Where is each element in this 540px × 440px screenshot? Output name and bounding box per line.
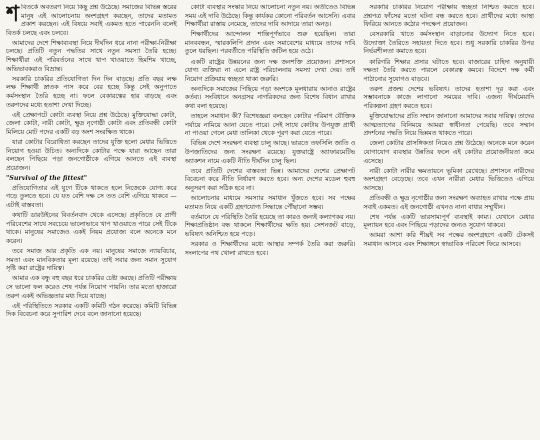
article-paragraph: তরুণ প্রজন্ম দেশের ভবিষ্যৎ। তাদের হতাশা দূর করা এবং সম্ভাবনাকে কাজে লাগানো সময়ের দাবি। এজন্য দীর্ঘমেয়াদি পরিকল্পনা গ্রহণ করতে হবে।: [363, 85, 535, 111]
article-paragraph: সরকার ও শিক্ষার্থীদের মধ্যে আস্থার সম্পর্ক তৈরি করা জরুরি। সংলাপের পথ খোলা রাখতে হবে।: [184, 240, 356, 257]
article-paragraph: এই পরিস্থিতিতে সরকার একটি কমিটি গঠন করেছে। কমিটি বিভিন্ন দিক বিবেচনা করে সুপারিশ দেবে বলে জানানো হয়েছে।: [6, 302, 177, 319]
article-paragraph: প্রতিবন্ধী ও ক্ষুদ্র নৃগোষ্ঠীর জন্য সংরক্ষণ অব্যাহত রাখার পক্ষে প্রায় সবাই একমত। এই জনগোষ্ঠী এখনও নানা বাধার সম্মুখীন।: [363, 194, 535, 211]
article-paragraph: একটি রাষ্ট্রের উন্নয়নের জন্য দক্ষ জনশক্তি প্রয়োজন। প্রশাসনে যোগ্য ব্যক্তিরা না এলে রাষ্ট্র পরিচালনায় সমস্যা দেখা দেয়। তাই নিয়োগ প্রক্রিয়ায় স্বচ্ছতা থাকা জরুরি।: [184, 58, 356, 83]
article-paragraph: আমাদের দেশে শিক্ষাব্যবস্থা নিয়ে দীর্ঘদিন ধরে নানা পরীক্ষা-নিরীক্ষা চলছে। প্রতিটি নতুন পদ্ধতির সাথে নতুন সমস্যা তৈরি হচ্ছে। শিক্ষার্থীরা এই পরিবর্তনের সাথে খাপ খাওয়াতে হিমশিম খাচ্ছে, অভিভাবকরাও বিভ্রান্ত।: [6, 39, 177, 73]
article-paragraph: জেলা কোটার প্রাসঙ্গিকতা নিয়েও প্রশ্ন উঠেছে। অনেকে মনে করেন যোগাযোগ ব্যবস্থার উন্নতির ফলে এই কোটার প্রয়োজনীয়তা কমে এসেছে।: [363, 140, 535, 165]
article-paragraph: নারী কোটা নারীর ক্ষমতায়নে ভূমিকা রেখেছে। প্রশাসনে নারীদের অংশগ্রহণ বেড়েছে। তবে এখন নারীরা মেধার ভিত্তিতেও এগিয়ে আসছে।: [363, 167, 535, 192]
article-paragraph: আমার এক বন্ধু বহু বছর ধরে চাকরির চেষ্টা করছে। প্রতিটি পরীক্ষায় সে ভালো ফল করেও শেষ পর্যন্ত নিয়োগ পায়নি। তার মতো হাজারো তরুণ একই অভিজ্ঞতার মধ্য দিয়ে যাচ্ছে।: [6, 275, 177, 300]
article-paragraph: তাহলে সমাধান কী? বিশেষজ্ঞরা বলছেন কোটার পরিমাণ যৌক্তিক পর্যায়ে নামিয়ে আনা যেতে পারে। সেই সাথে কোটায় উপযুক্ত প্রার্থী না পাওয়া গেলে মেধা তালিকা থেকে পূরণ করা যেতে পারে।: [184, 113, 356, 138]
article-paragraph: প্রতিযোগিতার এই যুগে টিকে থাকতে হলে নিজেকে যোগ্য করে গড়ে তুলতে হবে। যে যত বেশি দক্ষ সে তত বেশি এগিয়ে থাকবে — এটাই বাস্তবতা।: [6, 184, 177, 210]
article-paragraph: কারিগরি শিক্ষার প্রসার ঘটাতে হবে। বাজারের চাহিদা অনুযায়ী দক্ষতা তৈরি করতে পারলে বেকারত্ব কমবে। বিদেশে দক্ষ কর্মী পাঠানোর সুযোগও বাড়বে।: [363, 58, 535, 83]
article-paragraph: বর্তমানে যে পরিস্থিতি তৈরি হয়েছে তা কারও জন্যই কল্যাণকর নয়। শিক্ষাপ্রতিষ্ঠান বন্ধ থাকলে শিক্ষার্থীদের ক্ষতি হয়। সেশনজট বাড়ে, ভবিষ্যৎ অনিশ্চিত হয়ে পড়ে।: [184, 213, 356, 238]
article-paragraph: শেষ পর্যন্ত একটি ভারসাম্যপূর্ণ ব্যবস্থাই কাম্য। যেখানে মেধার মূল্যায়ন হবে এবং পিছিয়ে পড়াদের জন্যও সুযোগ থাকবে।: [363, 213, 535, 230]
article-paragraph: অন্যদিকে সমাজের পিছিয়ে পড়া অংশকে মূলধারায় আনাও রাষ্ট্রের কর্তব্য। সংবিধানে অনগ্রসর নাগরিকদের জন্য বিশেষ বিধান রাখার কথা বলা হয়েছে।: [184, 85, 356, 111]
article-paragraph: বিতর্কে অবতরণ নিয়ে কিছু প্রশ্ন উঠেছে। সমাজের বিভিন্ন স্তরের মানুষ এই আলোচনায় অংশগ্রহণ করছেন, তাদের মতামত প্রকাশ করছেন। এই বিষয়ে সবাই একমত হতে পারেননি বলেই বিতর্ক চলছে এবং চলবে।: [6, 4, 177, 37]
article-paragraph: তবে সমাজ আর প্রকৃতি এক নয়। মানুষের সমাজে ন্যায়বিচার, সমতা এবং মানবিকতার মূল্য রয়েছে। তাই সবার জন্য সমান সুযোগ সৃষ্টি করা রাষ্ট্রের দায়িত্ব।: [6, 248, 177, 273]
drop-cap: শ: [6, 4, 20, 27]
article-paragraph: এই প্রেক্ষাপটে কোটা ব্যবস্থা নিয়ে প্রশ্ন উঠেছে। মুক্তিযোদ্ধা কোটা, জেলা কোটা, নারী কোটা, ক্ষুদ্র নৃগোষ্ঠী কোটা এবং প্রতিবন্ধী কোটা মিলিয়ে মোট পদের একটি বড় অংশ সংরক্ষিত থাকে।: [6, 111, 177, 136]
article-column-1: [6, 4, 177, 440]
article-column-2: [185, 4, 356, 440]
article-paragraph: শিক্ষার্থীদের আন্দোলন শান্তিপূর্ণভাবে শুরু হয়েছিল। তারা মানববন্ধন, স্মারকলিপি প্রদান এবং সমাবেশের মাধ্যমে তাদের দাবি তুলে ধরছিল। পরবর্তীতে পরিস্থিতি জটিল হয়ে ওঠে।: [184, 31, 356, 56]
article-paragraph: মুক্তিযোদ্ধাদের প্রতি সম্মান জানানো আমাদের সবার দায়িত্ব। তাদের আত্মত্যাগের বিনিময়ে আমরা স্বাধীনতা পেয়েছি। তবে সম্মান প্রদর্শনের পদ্ধতি নিয়ে ভিন্নমত থাকতে পারে।: [363, 113, 535, 138]
article-paragraph: সরকারি চাকরির প্রতিযোগিতা দিন দিন বাড়ছে। প্রতি বছর লক্ষ লক্ষ শিক্ষার্থী স্নাতক পাস করে বের হচ্ছে কিন্তু সেই অনুপাতে কর্মসংস্থান তৈরি হচ্ছে না। ফলে বেকারত্বের হার বাড়ছে এবং তরুণদের মধ্যে হতাশা দেখা দিচ্ছে।: [6, 75, 177, 109]
article-paragraph: আলোচনার মাধ্যমে সমস্যার সমাধান খুঁজতে হবে। সব পক্ষের মতামত নিয়ে একটি গ্রহণযোগ্য সিদ্ধান্তে পৌঁছানো সম্ভব।: [184, 194, 356, 211]
article-paragraph: বিভিন্ন দেশে সংরক্ষণ ব্যবস্থা চালু আছে। ভারতে তফসিলি জাতি ও উপজাতিদের জন্য সংরক্ষণ রয়েছে। যুক্তরাষ্ট্রে অ্যাফারমেটিভ অ্যাকশন নামে একটি নীতি দীর্ঘদিন চালু ছিল।: [184, 140, 356, 165]
article-paragraph: কোটা ব্যবস্থার সংস্কার নিয়ে আলোচনা নতুন নয়। অতীতেও বিভিন্ন সময় এই দাবি উঠেছে। কিন্তু কার্যকর কোনো পরিবর্তন আসেনি। এবার শিক্ষার্থীরা রাস্তায় নেমেছে, তাদের দাবি আদায়ে তারা অনড়।: [184, 4, 356, 29]
article-paragraph: কথাটি ডারউইনের বিবর্তনবাদ থেকে এসেছে। প্রকৃতিতে যে প্রাণী পরিবেশের সাথে সবচেয়ে ভালোভাবে খাপ খাওয়াতে পারে সেই টিকে থাকে। মানুষের সমাজেও একই নিয়ম প্রযোজ্য বলে অনেকে মনে করেন।: [6, 212, 177, 245]
article-column-3: [363, 4, 534, 440]
article-paragraph: আমরা আশা করি শীঘ্রই সব পক্ষের অংশগ্রহণে একটি টেকসই সমাধান আসবে এবং শিক্ষাঙ্গনে স্বাভাবিক পরিবেশ ফিরে আসবে।: [363, 232, 535, 248]
article-paragraph: বেসরকারি খাতে কর্মসংস্থান বাড়ানোর উদ্যোগ নিতে হবে। উদ্যোক্তা তৈরিতে সহায়তা দিতে হবে। শুধু সরকারি চাকরির উপর নির্ভরশীলতা কমাতে হবে।: [363, 31, 535, 56]
article-subhead: "Survival of the fittest": [6, 174, 88, 182]
article-paragraph: যারা কোটার বিরোধিতা করছেন তাদের যুক্তি হলো মেধার ভিত্তিতে নিয়োগ হওয়া উচিত। অন্যদিকে কোটার পক্ষে যারা আছেন তারা বলছেন পিছিয়ে পড়া জনগোষ্ঠীকে এগিয়ে আনতে এই ব্যবস্থা প্রয়োজন।: [6, 138, 177, 172]
article-paragraph: সরকারি চাকরির নিয়োগ পরীক্ষায় স্বচ্ছতা নিশ্চিত করতে হবে। প্রশ্নপত্র ফাঁসের মতো ঘটনা বন্ধ করতে হবে। প্রার্থীদের মধ্যে আস্থা ফিরিয়ে আনতে কঠোর পদক্ষেপ প্রয়োজন।: [363, 4, 535, 29]
article-paragraph: তবে প্রতিটি দেশের বাস্তবতা ভিন্ন। আমাদের দেশের প্রেক্ষাপট বিবেচনা করে নীতি নির্ধারণ করতে হবে। অন্য দেশের মডেল হুবহু অনুসরণ করা সঠিক হবে না।: [184, 167, 356, 192]
